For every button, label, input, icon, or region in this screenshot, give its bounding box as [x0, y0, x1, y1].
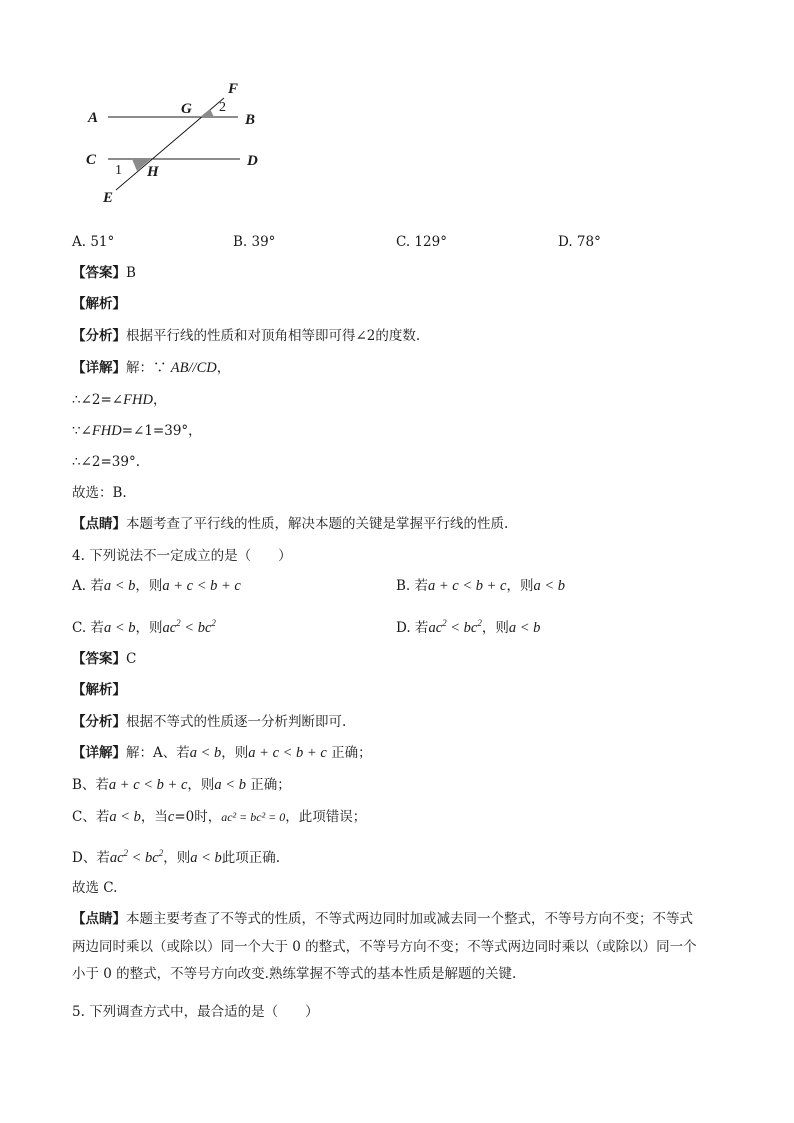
label-c: C [86, 152, 97, 168]
option-text: ，则 [506, 578, 534, 594]
math-ab-cd: AB//CD [170, 360, 217, 376]
detail-text: ，则 [187, 777, 215, 793]
option-text: ，则 [481, 619, 509, 636]
comment-line-1 [72, 906, 722, 934]
detail-text: =0时， [174, 809, 222, 825]
exponent: 2 [442, 618, 447, 628]
q3-detail-line-2 [72, 390, 166, 410]
math: a < b [533, 578, 566, 594]
label-angle-2: 2 [219, 100, 226, 115]
math-part: ac [428, 619, 443, 636]
label-g: G [181, 101, 192, 117]
q3-detail-line-3 [72, 421, 202, 441]
detail-text: D、若 [72, 849, 110, 866]
q4-detail-line-3 [72, 807, 366, 827]
analysis-text: 根据不等式的性质逐一分析判断即可. [126, 714, 347, 730]
q3-option-b: B. 39° [233, 234, 276, 250]
q4-analysis-line [72, 712, 346, 732]
math-part: < bc [446, 619, 478, 636]
q3-analysis-line [72, 326, 420, 346]
label-d: D [247, 153, 258, 169]
jiexi-label: 【解析】 [72, 296, 126, 312]
label-angle-1: 1 [115, 163, 122, 178]
math-fhd: FHD [91, 423, 122, 439]
detail-text: 正确； [245, 777, 291, 793]
q4-question: 4. 下列说法不一定成立的是（ ） [72, 548, 292, 564]
detail-text: ，则 [221, 745, 249, 761]
detail-text: ， [216, 360, 231, 376]
math: c [167, 809, 175, 825]
option-text: A. 若 [72, 578, 104, 594]
option-text: ，则 [135, 578, 163, 594]
exponent: 2 [211, 618, 216, 628]
math [162, 620, 215, 636]
q4-option-c [72, 613, 216, 638]
detail-text: 此项正确. [221, 849, 281, 866]
detail-text: B、若 [72, 777, 109, 793]
exponent: 2 [123, 848, 129, 858]
q4-option-b [396, 576, 565, 596]
math [428, 620, 481, 636]
detail-text: 解：A、若 [126, 745, 190, 761]
math: a < b [189, 745, 222, 761]
answer-value: C [126, 651, 137, 667]
detail-text: ，当 [140, 809, 168, 825]
math-fhd: FHD [123, 392, 153, 408]
math: a + c < b + c [428, 578, 507, 594]
label-b: B [245, 112, 256, 128]
q4-choose-line: 故选 C. [72, 880, 118, 896]
label-f: F [228, 81, 239, 97]
q3-detail-line-1 [72, 358, 230, 378]
option-text: C. 若 [72, 619, 104, 636]
math-part: ac [109, 849, 124, 866]
q3-choose-line: 故选：B. [72, 485, 127, 501]
q4-answer-line [72, 649, 136, 669]
figure-svg [78, 78, 278, 208]
q4-jiexi-line [72, 680, 126, 700]
math-part: < bc [128, 849, 159, 866]
option-text: ，则 [135, 619, 163, 636]
analysis-label: 【分析】 [72, 714, 126, 730]
q3-jiexi-line [72, 294, 126, 314]
math: a < b [103, 578, 136, 594]
detail-text: ， [152, 392, 167, 408]
detail-text: =∠1=39°， [121, 423, 202, 439]
math: ac² = bc² = 0 [221, 810, 286, 824]
math: a < b [508, 619, 541, 636]
option-text: D. 若 [396, 619, 429, 636]
answer-value: B [126, 265, 136, 281]
exponent: 2 [477, 618, 482, 628]
math: a + c < b + c [248, 745, 327, 761]
q4-option-d [396, 613, 540, 638]
q5-question: 5. 下列调查方式中，最合适的是（ ） [72, 1004, 319, 1020]
q3-option-a: A. 51° [72, 234, 115, 250]
comment-line-3: 小于 0 的整式，不等号方向改变.熟练掌握不等式的基本性质是解题的关键. [72, 966, 517, 982]
q3-option-c: C. 129° [396, 234, 447, 250]
math: a < b [214, 777, 246, 793]
q3-answer-line [72, 263, 136, 283]
math-part: < bc [180, 619, 212, 636]
detail-text: ，则 [163, 849, 191, 866]
detail-text: ∵∠ [72, 423, 92, 439]
math: a < b [103, 619, 136, 636]
q4-detail-line-1 [72, 743, 372, 763]
comment-label: 【点睛】 [72, 516, 126, 532]
q3-comment-line [72, 514, 508, 534]
math-part: ac [162, 619, 177, 636]
q4-detail-line-2 [72, 775, 291, 795]
detail-label: 【详解】 [72, 745, 126, 761]
detail-text: ，此项错误； [285, 809, 367, 825]
q4-comment-paragraph [72, 906, 722, 989]
math [110, 850, 163, 866]
detail-text: C、若 [72, 809, 110, 825]
q4-option-a [72, 576, 241, 596]
label-e: E [103, 190, 114, 206]
math: a + c < b + c [108, 777, 188, 793]
label-a: A [88, 110, 99, 126]
comment-text: 本题主要考查了不等式的性质，不等式两边同时加或减去同一个整式，不等号方向不变；不等式 [126, 911, 693, 927]
q4-detail-line-4 [72, 843, 280, 868]
detail-text: 正确； [326, 745, 372, 761]
math: a < b [190, 849, 222, 866]
comment-label: 【点睛】 [72, 911, 126, 927]
detail-text: 解：∵ [126, 360, 171, 376]
q3-option-d: D. 78° [558, 234, 601, 250]
math: a < b [109, 809, 141, 825]
answer-label: 【答案】 [72, 265, 126, 281]
detail-text: ∴∠2=∠ [72, 392, 124, 408]
analysis-label: 【分析】 [72, 328, 126, 344]
parallel-lines-figure [78, 78, 278, 208]
detail-label: 【详解】 [72, 360, 126, 376]
jiexi-label: 【解析】 [72, 682, 126, 698]
answer-label: 【答案】 [72, 651, 126, 667]
exponent: 2 [158, 848, 164, 858]
comment-line-2: 两边同时乘以（或除以）同一个大于 0 的整式，不等号方向不变；不等式两边同时乘以（或除以）同一个 [72, 938, 697, 955]
exponent: 2 [176, 618, 181, 628]
q3-detail-line-4: ∴∠2=39°. [72, 454, 141, 470]
option-text: B. 若 [396, 578, 429, 594]
analysis-text: 根据平行线的性质和对顶角相等即可得∠2的度数. [126, 328, 421, 344]
math: a + c < b + c [162, 578, 241, 594]
angle-2-shading [200, 109, 214, 117]
label-h: H [147, 164, 159, 180]
comment-text: 本题考查了平行线的性质，解决本题的关键是掌握平行线的性质. [126, 516, 509, 532]
